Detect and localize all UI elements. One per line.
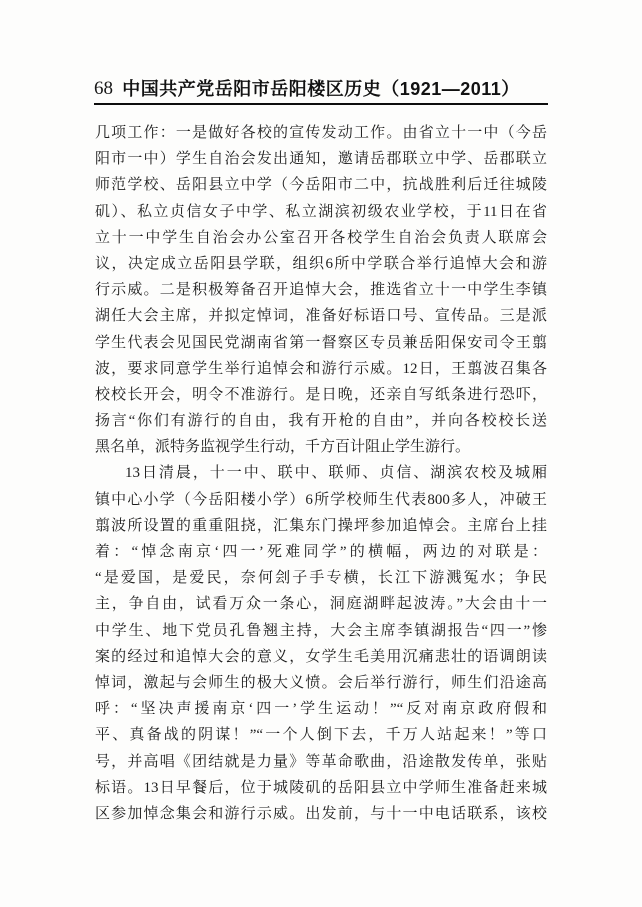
text-line: 标语。13日早餐后，位于城陵矶的岳阳县立中学师生准备赶来城 xyxy=(95,779,547,796)
body-text xyxy=(95,120,547,827)
text-line: 校校长开会，明令不准游行。是日晚，还亲自写纸条进行恐吓， xyxy=(95,386,547,403)
text-line: 扬言“你们有游行的自由，我有开枪的自由”，并向各校校长送 xyxy=(95,413,547,430)
text-line: 议，决定成立岳阳县学联，组织6所中学联合举行追悼大会和游 xyxy=(95,255,547,272)
header-rule xyxy=(94,103,548,105)
text-line: 师范学校、岳阳县立中学（今岳阳市二中，抗战胜利后迁往城陵 xyxy=(95,177,547,194)
text-line: 主，争自由，试看万众一条心，洞庭湖畔起波涛。”大会由十一 xyxy=(95,596,547,613)
text-line: 悼词，激起与会师生的极大义愤。会后举行游行，师生们沿途高 xyxy=(95,674,547,691)
text-line: 波，要求同意学生举行追悼会和游行示威。12日，王翦波召集各 xyxy=(95,360,547,377)
text-line: 呼：“坚决声援南京‘四一’学生运动！”“反对南京政府假和 xyxy=(95,701,547,718)
paragraph xyxy=(95,120,547,460)
text-line: 阳市一中）学生自治会发出通知，邀请岳郡联立中学、岳郡联立 xyxy=(95,151,547,168)
text-line: 矶）、私立贞信女子中学、私立湖滨初级农业学校，于11日在省 xyxy=(95,203,547,220)
page-number: 68 xyxy=(94,78,113,99)
text-line: 案的经过和追悼大会的意义，女学生毛美用沉痛悲壮的语调朗读 xyxy=(95,648,547,665)
text-line: 湖任大会主席，并拟定悼词，准备好标语口号、宣传品。三是派 xyxy=(95,308,547,325)
book-title: 中国共产党岳阳市岳阳楼区历史（1921—2011） xyxy=(122,79,520,99)
text-line: 几项工作：一是做好各校的宣传发动工作。由省立十一中（今岳 xyxy=(95,125,547,141)
text-line: 区参加悼念集会和游行示威。出发前，与十一中电话联系，该校 xyxy=(95,805,547,822)
text-line: 行示威。二是积极筹备召开追悼大会，推选省立十一中学生李镇 xyxy=(95,282,547,299)
text-line: 中学生、地下党员孔鲁翘主持，大会主席李镇湖报告“四一”惨 xyxy=(95,622,547,639)
text-line: 号，并高唱《团结就是力量》等革命歌曲，沿途散发传单，张贴 xyxy=(95,753,547,770)
text-line: 13日清晨，十一中、联中、联师、贞信、湖滨农校及城厢 xyxy=(125,465,547,482)
paragraph xyxy=(95,460,547,827)
text-line: 着：“悼念南京‘四一’死难同学”的横幅，两边的对联是： xyxy=(95,544,547,560)
text-line: 平、真备战的阴谋！”“一个人倒下去，千万人站起来！”等口 xyxy=(95,727,547,744)
text-line: “是爱国，是爱民，奈何刽子手专横，长江下游溅冤水；争民 xyxy=(95,570,547,587)
text-line: 立十一中学生自治会办公室召开各校学生自治会负责人联席会 xyxy=(95,229,547,246)
text-line: 翦波所设置的重重阻挠，汇集东门操坪参加追悼会。主席台上挂 xyxy=(95,517,547,534)
text-line: 学生代表会见国民党湖南省第一督察区专员兼岳阳保安司令王翦 xyxy=(95,334,547,351)
text-line: 黑名单，派特务监视学生行动，千方百计阻止学生游行。 xyxy=(95,439,471,456)
text-line: 镇中心小学（今岳阳楼小学）6所学校师生代表800多人，冲破王 xyxy=(95,491,547,508)
running-head xyxy=(94,76,548,102)
